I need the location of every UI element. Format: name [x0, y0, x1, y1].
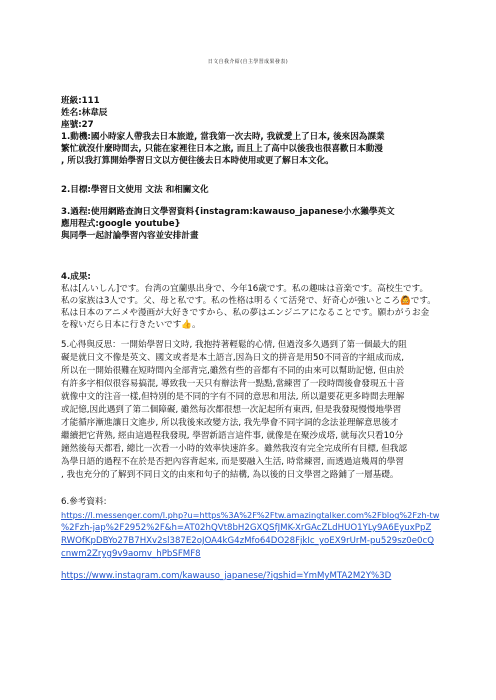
seat-line: 座號:27	[61, 120, 94, 130]
result-line: 私は[んいしん]です。台湾の宜蘭県出身で、今年16歳です。私の趣味は音楽です。高校生です。	[61, 284, 429, 294]
reflection-line: 鐘然後每天都看, 總比一次看一小時的效率快速許多。雖然我沒有完全完成所有目標, 但我認	[61, 444, 408, 454]
reference-link-1[interactable]: https://l.messenger.com/l.php?u=https%3A%2F%2Ftw.amazingtalker.com%2Fblog%2Fzh-tw	[61, 510, 440, 520]
reference-link-1[interactable]: RWOfKpDBYo27B7HXv2sl387E2oJOA4kG4zMfo64DO28FjkIc_yoEX9rUrM-pu529sz0e0cQ	[61, 536, 434, 546]
process-line: 3.過程:使用網路查詢日文學習資料{instagram:kawauso_japanese小水獺學英文	[61, 207, 395, 217]
references-heading: 6.參考資料:	[61, 497, 107, 507]
motivation-line: 繁忙就沒什麼時間去, 只能在家裡往日本之旅, 而且上了高中以後我也很喜歡日本動漫	[61, 144, 383, 154]
reflection-line: 就像中文的注音一樣,但特別的是不同的字有不同的意思和用法, 所以還要花更多時間去理解	[61, 392, 405, 402]
reference-link-1[interactable]: cnwm2Zryg9v9aomv_hPbSFMF8	[61, 549, 201, 559]
reflection-line: 為學日語的過程不在於是否把內容背起來, 而是要融入生活, 時常練習, 而透過這幾周的學習	[61, 457, 404, 467]
result-line: を稼いだら日本に行きたいです👍。	[61, 320, 201, 330]
process-line: 與同學一起討論學習內容並安排計畫	[61, 231, 199, 241]
motivation-line: 1.動機:國小時家人帶我去日本旅遊, 當我第一次去時, 我就愛上了日本, 後來因為課業	[61, 132, 385, 142]
reference-link-2[interactable]: https://www.instagram.com/kawauso_japanese/?igshid=YmMyMTA2M2Y%3D	[61, 571, 392, 581]
motivation-line: , 所以我打算開始學習日文以方便往後去日本時使用或更了解日本文化。	[61, 156, 334, 166]
reflection-line: 繼續把它背熟, 經由這過程我發現, 學習新語言這件事, 就像是在聚沙成塔, 就每次只看10分	[61, 431, 404, 441]
reflection-line: 所以在一開始很難在短時間內全部背完,雖然有些的音都有不同的由來可以幫助記憶, 但由於	[61, 366, 405, 376]
class-line: 班級:111	[61, 96, 100, 106]
reflection-line: 有許多字相似很容易搞混, 導致我一天只有辦法背一點點,當練習了一段時間後會發現五十音	[61, 379, 405, 389]
reflection-line: 礙是就日文不像是英文、國文或者是本土語言,因為日文的拼音是用50不同音的字組成而成,	[61, 353, 404, 363]
reflection-line: 才能循序漸進讓日文進步, 所以我後來改變方法, 我先學會不同字詞的念法並理解意思後才	[61, 418, 399, 428]
reference-link-1[interactable]: %2Fzh-jap%2F2952%2F&h=AT02hQVt8bH2GXQSfJMK-XrGAcZLdHUO1YLy9A6EyuxPpZ	[61, 523, 432, 533]
result-line: 私は日本のアニメや漫画が大好きですから、私の夢はエンジニアになることです。願わがうお金	[61, 308, 430, 318]
process-line: 應用程式:google youtube}	[61, 219, 181, 229]
name-line: 姓名:林韋辰	[61, 108, 108, 118]
result-line: 私の家族は3人です。父、母と私です。私の性格は明るくて活発で、好奇心が強いところ🙆です。	[61, 296, 436, 306]
reflection-line: 5.心得與反思：一開始學習日文時, 我抱持著輕鬆的心情, 但過沒多久遇到了第一個最大的阻	[61, 340, 407, 350]
document-title: 日文自我介紹(自主學習成果發表)	[207, 59, 289, 65]
reflection-line: 或記憶,因此遇到了第二個障礙, 雖然每次都很想一次記起所有東西, 但是我發現慢慢地學習	[61, 405, 402, 415]
result-heading: 4.成果:	[61, 272, 91, 282]
goal-line: 2.目標:學習日文使用 文法 和相關文化	[61, 185, 209, 195]
reflection-line: , 我也充分的了解到不同日文的由來和句子的結構, 為以後的日文學習之路鋪了一層基礎。	[61, 470, 399, 480]
